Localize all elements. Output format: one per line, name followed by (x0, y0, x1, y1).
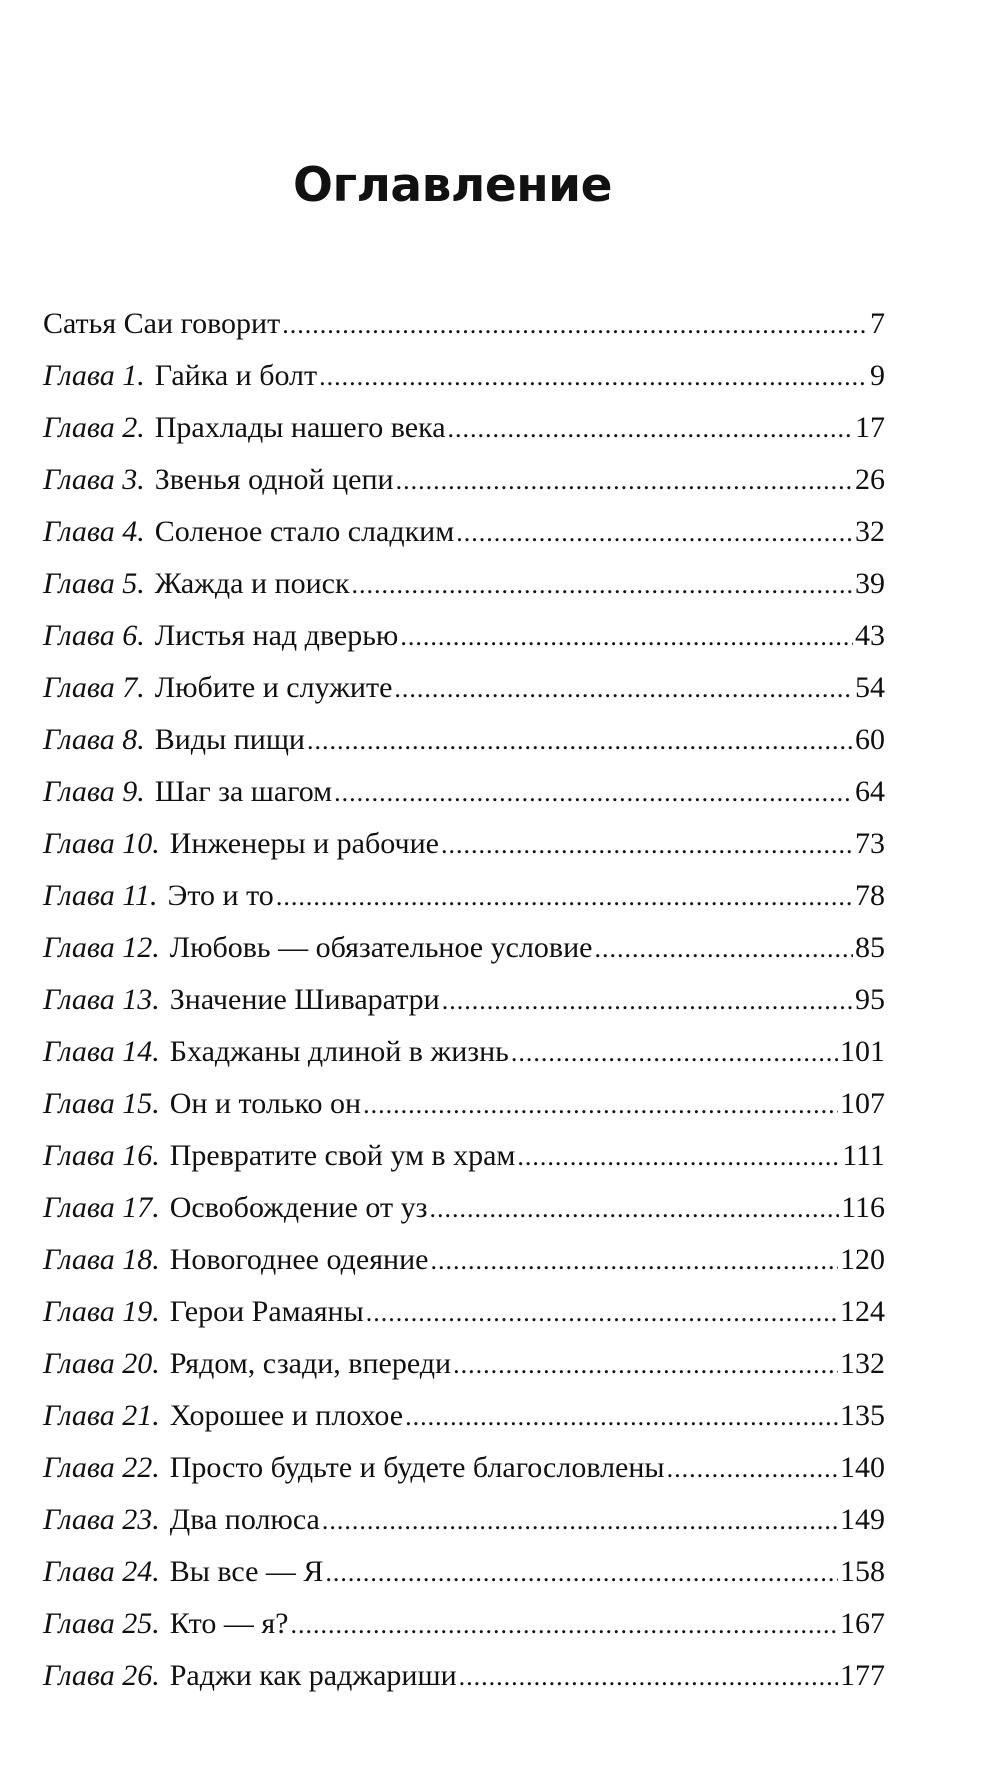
dot-leader (430, 1235, 838, 1287)
toc-entry-text: Сатья Саи говорит (43, 307, 281, 340)
dot-leader (667, 1443, 838, 1495)
toc-entry (43, 402, 885, 454)
dot-leader (511, 1027, 838, 1079)
toc-entry-label: Глава 18. (43, 1243, 160, 1276)
toc-entry (43, 298, 885, 350)
toc-entry (43, 922, 885, 974)
toc-entry-text: Шаг за шагом (154, 775, 333, 808)
toc-entry (43, 454, 885, 506)
dot-leader (453, 1339, 838, 1391)
toc-entry-label: Глава 8. (43, 723, 145, 756)
dot-leader (363, 1079, 838, 1131)
toc-entry-page: 120 (840, 1243, 885, 1276)
toc-entry-text: Хорошее и плохое (169, 1399, 404, 1432)
dot-leader (459, 1651, 838, 1703)
toc-entry (43, 610, 885, 662)
toc-entry-label: Глава 20. (43, 1347, 160, 1380)
toc-entry-label: Глава 5. (43, 567, 145, 600)
toc-entry-label: Глава 12. (43, 931, 160, 964)
toc-entry-label: Глава 6. (43, 619, 145, 652)
toc-entry (43, 558, 885, 610)
toc-entry-page: 73 (855, 827, 885, 860)
toc-entry-label: Глава 7. (43, 671, 145, 704)
toc-entry-page: 111 (842, 1139, 885, 1172)
dot-leader (334, 767, 853, 819)
dot-leader (441, 819, 853, 871)
toc-entry-label: Глава 13. (43, 983, 160, 1016)
toc-entry-text: Листья над дверью (154, 619, 399, 652)
toc-entry-page: 9 (870, 359, 885, 392)
dot-leader (442, 975, 853, 1027)
toc-entry (43, 870, 885, 922)
toc-entry-page: 85 (855, 931, 885, 964)
toc-entry-label: Глава 26. (43, 1659, 160, 1692)
toc-entry-label: Глава 17. (43, 1191, 160, 1224)
toc-entry (43, 1390, 885, 1442)
toc-entry-page: 177 (840, 1659, 885, 1692)
dot-leader (394, 663, 853, 715)
toc-entry-text: Кто — я? (169, 1607, 289, 1640)
toc-entry-text: Жажда и поиск (154, 567, 350, 600)
toc-entry-text: Это и то (167, 879, 274, 912)
toc-entry-label: Глава 15. (43, 1087, 160, 1120)
toc-entry-page: 135 (840, 1399, 885, 1432)
toc-entry-text: Освобождение от уз (169, 1191, 428, 1224)
dot-leader (405, 1391, 838, 1443)
toc-entry-label: Глава 10. (43, 827, 160, 860)
toc-entry-page: 39 (855, 567, 885, 600)
toc-entry (43, 506, 885, 558)
toc-entry-text: Два полюса (169, 1503, 320, 1536)
toc-entry (43, 974, 885, 1026)
toc-entry-page: 101 (840, 1035, 885, 1068)
dot-leader (517, 1131, 840, 1183)
toc-entry-text: Новогоднее одеяние (169, 1243, 429, 1276)
toc-entry-text: Прахлады нашего века (154, 411, 446, 444)
toc-entry-text: Герои Рамаяны (169, 1295, 364, 1328)
toc-entry-label: Глава 22. (43, 1451, 160, 1484)
dot-leader (430, 1183, 840, 1235)
toc-entry-text: Соленое стало сладким (154, 515, 455, 548)
toc-entry (43, 1546, 885, 1598)
toc-entry-text: Рядом, сзади, впереди (169, 1347, 452, 1380)
toc-entry-page: 17 (855, 411, 885, 444)
dot-leader (325, 1547, 838, 1599)
toc-entry-page: 26 (855, 463, 885, 496)
toc-entry-label: Глава 23. (43, 1503, 160, 1536)
toc-entry-text: Вы все — Я (169, 1555, 324, 1588)
toc-entry (43, 1598, 885, 1650)
toc-entry-label: Глава 9. (43, 775, 145, 808)
dot-leader (282, 299, 868, 351)
toc-entry-label: Глава 1. (43, 359, 145, 392)
toc-entry-text: Значение Шиваратри (169, 983, 440, 1016)
toc-entry-label: Глава 24. (43, 1555, 160, 1588)
toc-entry (43, 1182, 885, 1234)
dot-leader (307, 715, 853, 767)
dot-leader (352, 559, 853, 611)
toc-entry-page: 95 (855, 983, 885, 1016)
toc-entry-label: Глава 16. (43, 1139, 160, 1172)
toc-entry-label: Глава 21. (43, 1399, 160, 1432)
toc-entry-page: 54 (855, 671, 885, 704)
toc-entry (43, 1494, 885, 1546)
toc-entry-page: 78 (855, 879, 885, 912)
toc-entry-page: 60 (855, 723, 885, 756)
toc-entry-page: 116 (841, 1191, 885, 1224)
toc-entry-text: Звенья одной цепи (154, 463, 394, 496)
toc-entry-page: 158 (840, 1555, 885, 1588)
toc-entry (43, 350, 885, 402)
toc-entry (43, 662, 885, 714)
toc-entry-page: 64 (855, 775, 885, 808)
toc-entry (43, 1026, 885, 1078)
toc-entry-label: Глава 14. (43, 1035, 160, 1068)
toc-entry-page: 132 (840, 1347, 885, 1380)
dot-leader (322, 1495, 838, 1547)
dot-leader (456, 507, 853, 559)
toc-entry-page: 124 (840, 1295, 885, 1328)
toc-entry-label: Глава 4. (43, 515, 145, 548)
toc-entry-text: Бхаджаны длиной в жизнь (169, 1035, 509, 1068)
toc-entry (43, 818, 885, 870)
dot-leader (400, 611, 853, 663)
toc-entry-label: Глава 3. (43, 463, 145, 496)
dot-leader (276, 871, 853, 923)
toc-entry (43, 1650, 885, 1702)
toc-entry-page: 167 (840, 1607, 885, 1640)
toc-entry (43, 1286, 885, 1338)
dot-leader (594, 923, 853, 975)
toc-entry-text: Раджи как раджариши (169, 1659, 457, 1692)
toc-entry-text: Любите и служите (154, 671, 393, 704)
toc-entry-text: Он и только он (169, 1087, 362, 1120)
dot-leader (319, 351, 868, 403)
toc-entry-text: Гайка и болт (154, 359, 318, 392)
dot-leader (366, 1287, 838, 1339)
toc-entry (43, 1078, 885, 1130)
toc-entry-label: Глава 2. (43, 411, 145, 444)
dot-leader (290, 1599, 838, 1651)
toc-list (43, 298, 885, 1702)
toc-entry-page: 149 (840, 1503, 885, 1536)
dot-leader (448, 403, 853, 455)
toc-entry-text: Инженеры и рабочие (169, 827, 439, 860)
toc-entry-text: Превратите свой ум в храм (169, 1139, 516, 1172)
toc-entry-text: Любовь — обязательное условие (169, 931, 593, 964)
toc-entry-page: 43 (855, 619, 885, 652)
toc-entry (43, 714, 885, 766)
toc-entry (43, 1234, 885, 1286)
page-title: Оглавление (293, 158, 612, 213)
toc-entry (43, 1130, 885, 1182)
toc-entry-label: Глава 11. (43, 879, 158, 912)
toc-entry (43, 766, 885, 818)
toc-entry-label: Глава 19. (43, 1295, 160, 1328)
toc-entry-text: Просто будьте и будете благословлены (169, 1451, 665, 1484)
toc-entry (43, 1338, 885, 1390)
toc-entry-page: 7 (870, 307, 885, 340)
toc-entry-page: 140 (840, 1451, 885, 1484)
toc-entry-page: 32 (855, 515, 885, 548)
toc-entry-label: Глава 25. (43, 1607, 160, 1640)
toc-entry (43, 1442, 885, 1494)
toc-entry-text: Виды пищи (154, 723, 305, 756)
toc-entry-page: 107 (840, 1087, 885, 1120)
dot-leader (396, 455, 853, 507)
